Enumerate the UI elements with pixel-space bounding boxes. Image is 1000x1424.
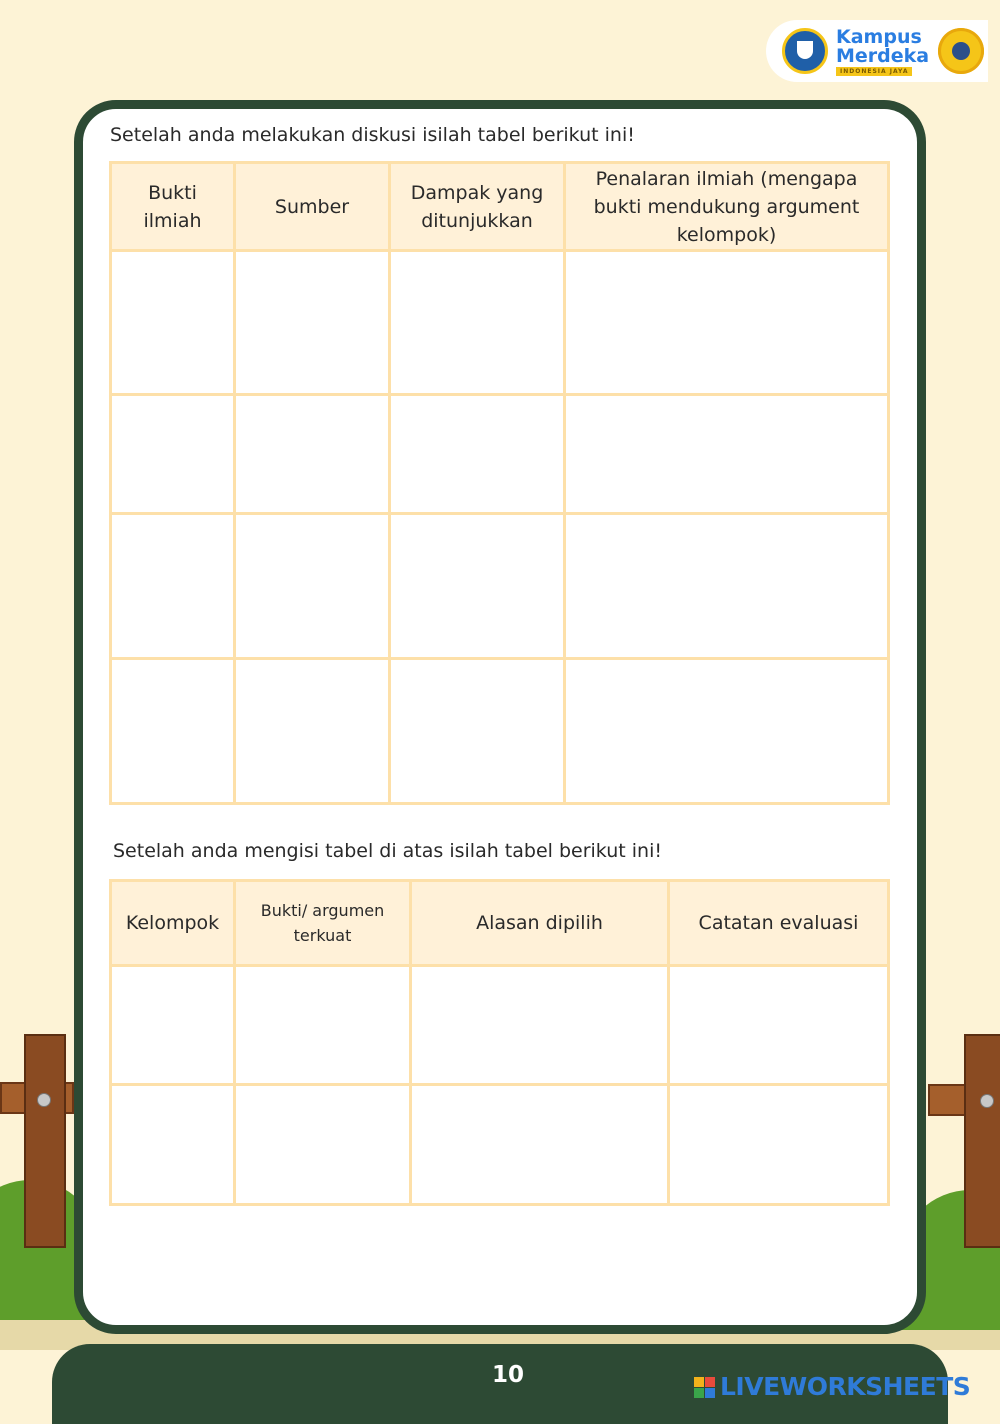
answer-cell[interactable]	[111, 395, 235, 514]
table-row	[111, 251, 889, 395]
evaluation-table	[109, 879, 890, 1206]
answer-cell[interactable]	[390, 659, 565, 804]
answer-cell[interactable]	[565, 395, 889, 514]
logo-tagline: INDONESIA JAYA	[836, 67, 912, 76]
answer-cell[interactable]	[565, 514, 889, 659]
header-bukti-argumen-terkuat: Bukti/ argumen terkuat	[235, 881, 411, 966]
evidence-table	[109, 161, 890, 805]
answer-cell[interactable]	[235, 966, 411, 1085]
answer-cell[interactable]	[669, 1085, 889, 1205]
table-row	[111, 1085, 889, 1205]
answer-cell[interactable]	[390, 514, 565, 659]
answer-cell[interactable]	[235, 1085, 411, 1205]
header-sumber: Sumber	[235, 163, 390, 251]
answer-cell[interactable]	[411, 966, 669, 1085]
answer-cell[interactable]	[111, 659, 235, 804]
fence-post-left	[24, 1034, 66, 1248]
answer-cell[interactable]	[111, 251, 235, 395]
answer-cell[interactable]	[565, 659, 889, 804]
answer-cell[interactable]	[111, 514, 235, 659]
tut-wuri-handayani-emblem-icon	[782, 28, 828, 74]
table-row	[111, 659, 889, 804]
evidence-table-header-row	[111, 163, 889, 251]
fence-post-right	[964, 1034, 1000, 1248]
answer-cell[interactable]	[111, 966, 235, 1085]
answer-cell[interactable]	[390, 395, 565, 514]
brand-square-icon	[694, 1388, 704, 1398]
answer-cell[interactable]	[411, 1085, 669, 1205]
logo-text-kampus: Kampus	[836, 26, 922, 48]
answer-cell[interactable]	[390, 251, 565, 395]
fence-bolt-icon	[980, 1094, 994, 1108]
logo-text-merdeka: Merdeka	[836, 45, 930, 67]
header-kelompok: Kelompok	[111, 881, 235, 966]
table-row	[111, 395, 889, 514]
brand-text: LIVEWORKSHEETS	[720, 1372, 971, 1401]
brand-square-icon	[705, 1388, 715, 1398]
page-number: 10	[491, 1362, 524, 1388]
answer-cell[interactable]	[565, 251, 889, 395]
header-bukti-ilmiah: Bukti ilmiah	[111, 163, 235, 251]
header-dampak: Dampak yang ditunjukkan	[390, 163, 565, 251]
answer-cell[interactable]	[235, 251, 390, 395]
evaluation-table-header-row	[111, 881, 889, 966]
section1-instruction: Setelah anda melakukan diskusi isilah tabel berikut ini!	[110, 124, 635, 146]
kampus-merdeka-logo	[766, 20, 988, 82]
brand-square-icon	[705, 1377, 715, 1387]
header-penalaran-ilmiah: Penalaran ilmiah (mengapa bukti mendukung argument kelompok)	[565, 163, 889, 251]
header-alasan-dipilih: Alasan dipilih	[411, 881, 669, 966]
header-catatan-evaluasi: Catatan evaluasi	[669, 881, 889, 966]
answer-cell[interactable]	[235, 659, 390, 804]
table-row	[111, 966, 889, 1085]
answer-cell[interactable]	[669, 966, 889, 1085]
fence-bolt-icon	[37, 1093, 51, 1107]
brand-square-icon	[694, 1377, 704, 1387]
university-seal-icon	[938, 28, 984, 74]
answer-cell[interactable]	[235, 514, 390, 659]
answer-cell[interactable]	[235, 395, 390, 514]
table-row	[111, 514, 889, 659]
answer-cell[interactable]	[111, 1085, 235, 1205]
section2-instruction: Setelah anda mengisi tabel di atas isilah tabel berikut ini!	[113, 840, 662, 862]
